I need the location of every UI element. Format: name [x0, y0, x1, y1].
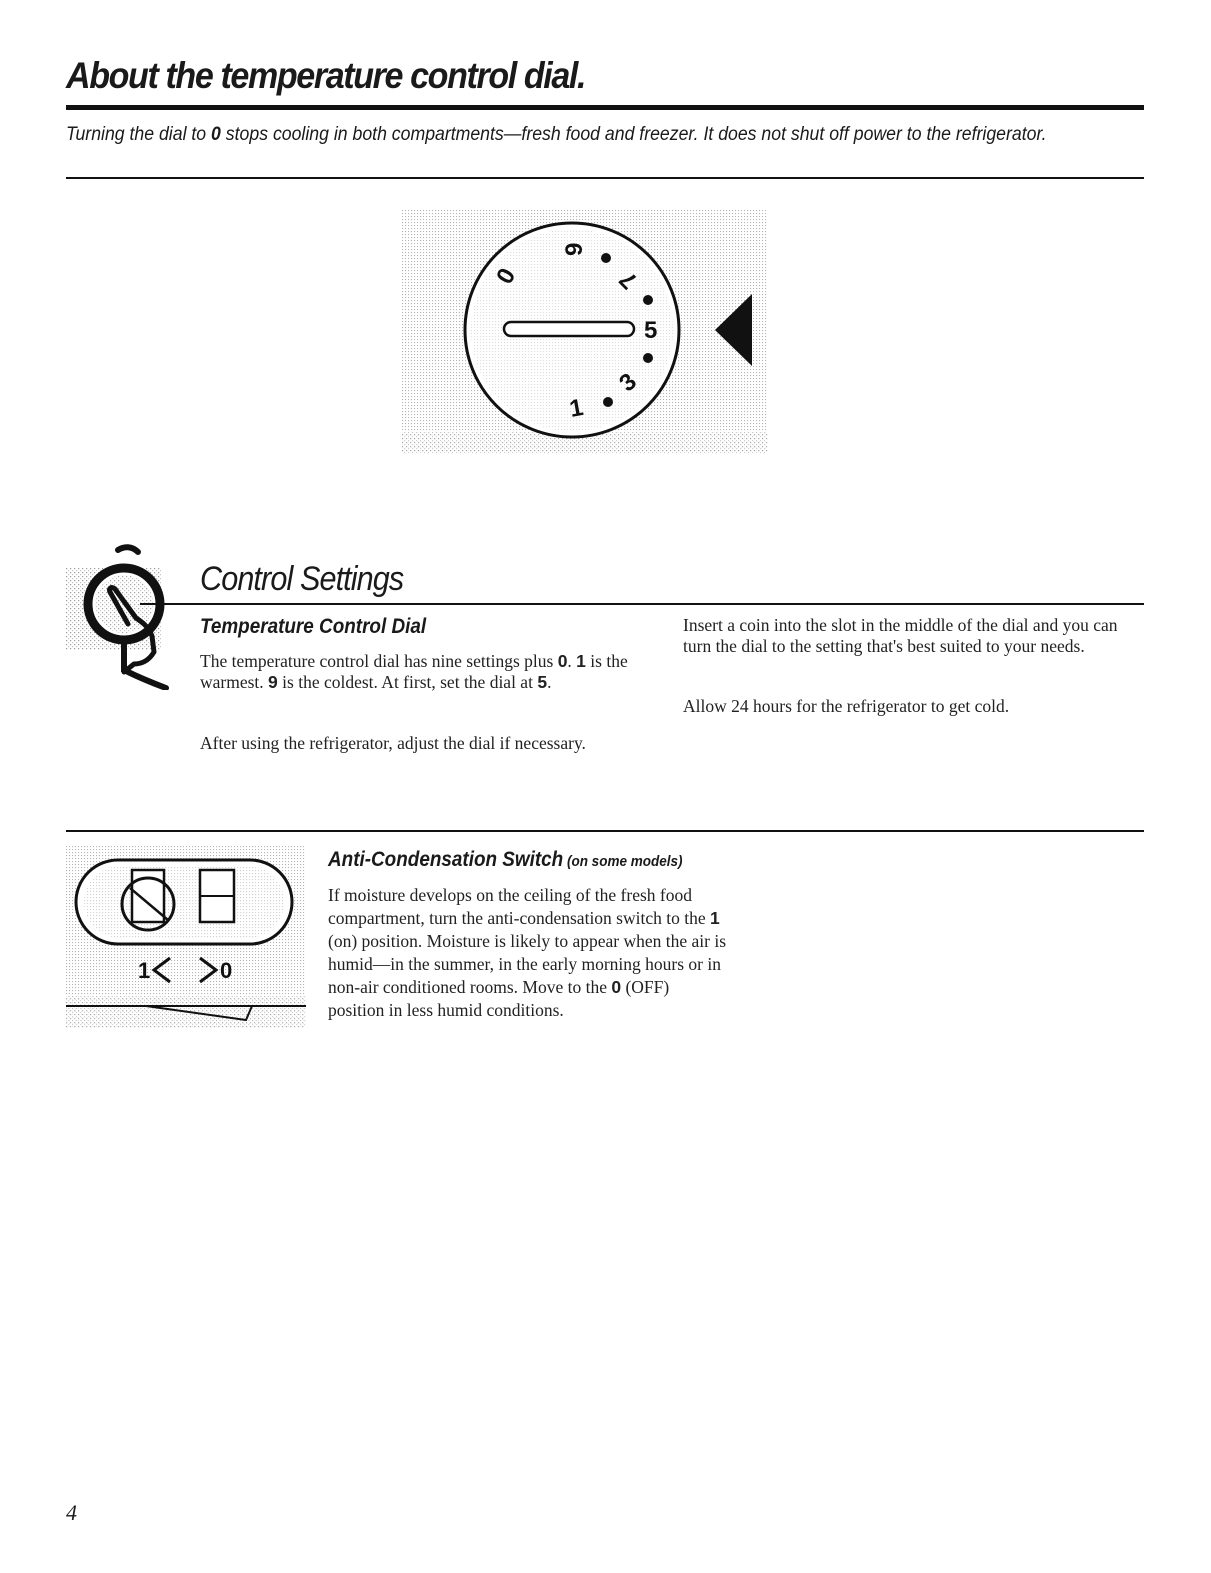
dial-number-0: 0	[491, 263, 522, 289]
dial-coin-slot	[504, 322, 634, 336]
allow-time-paragraph: Allow 24 hours for the refrigerator to get cold.	[683, 696, 1010, 716]
hand-turning-dial-icon	[66, 540, 176, 690]
switch-label-1: 1	[138, 958, 151, 983]
page-number: 4	[66, 1500, 77, 1525]
dial-number-5: 5	[644, 317, 658, 344]
section-title: Control Settings	[200, 560, 404, 598]
acs-text-c: (OFF) position in less humid conditions.	[328, 977, 670, 1020]
section-divider	[66, 830, 1144, 832]
tcd-five: 5	[537, 672, 548, 692]
dial-number-1: 1	[567, 393, 586, 423]
intro-text	[66, 124, 1052, 146]
acs-text-a: If moisture develops on the ceiling of the fresh food compartment, turn the anti-condensation switch to the	[328, 885, 710, 928]
acs-zero: 0	[611, 977, 622, 997]
temperature-dial-paragraph-2: After using the refrigerator, adjust the dial if necessary.	[200, 733, 586, 753]
intro-text-a: Turning the dial to	[66, 124, 212, 145]
switch-label-0: 0	[220, 958, 233, 983]
page-title: About the temperature control dial.	[66, 55, 586, 96]
dial-dot-6	[643, 295, 653, 305]
section-rule	[140, 603, 1144, 605]
tcd-nine: 9	[268, 672, 278, 692]
dial-dot-8	[601, 253, 611, 263]
intro-rule	[66, 177, 1144, 179]
intro-zero: 0	[211, 124, 221, 145]
anti-condensation-paragraph	[328, 884, 728, 1022]
dial-number-3: 3	[614, 367, 642, 398]
anti-condensation-heading-text: Anti-Condensation Switch	[328, 848, 564, 871]
coin-slot-paragraph: Insert a coin into the slot in the middle of the dial and you can turn the dial to the setting that's best suited to your needs.	[683, 615, 1118, 656]
title-rule	[66, 105, 1144, 110]
dial-number-9: 9	[561, 242, 588, 256]
acs-one: 1	[709, 908, 720, 928]
tcd-zero: 0	[557, 651, 568, 671]
temperature-dial-paragraph-1	[200, 651, 660, 693]
anti-condensation-switch-illustration	[66, 846, 306, 1028]
acs-text-b: (on) position. Moisture is likely to appear when the air is humid—in the summer, in the early morning hours or in non-air conditioned rooms. Move to the	[328, 931, 727, 997]
tcd-text-e: .	[547, 672, 552, 692]
tcd-text-a: The temperature control dial has nine settings plus	[200, 651, 558, 671]
temperature-dial-heading: Temperature Control Dial	[200, 615, 427, 638]
icon-dial-top	[118, 547, 138, 552]
dial-number-7: 7	[614, 265, 643, 295]
tcd-one: 1	[576, 651, 586, 671]
tcd-text-c: is the warmest.	[200, 651, 628, 692]
anti-condensation-heading-note: (on some models)	[563, 853, 683, 870]
tcd-text-d: is the coldest. At first, set the dial at	[277, 672, 538, 692]
switch-housing-shading	[84, 866, 284, 938]
dial-dot-4	[643, 353, 653, 363]
dial-dot-2	[603, 397, 613, 407]
temperature-dial-illustration	[402, 210, 768, 453]
tcd-text-b: .	[567, 651, 577, 671]
anti-condensation-heading	[328, 848, 682, 872]
intro-text-b: stops cooling in both compartments—fresh food and freezer. It does not shut off power to the refrigerator.	[220, 124, 1047, 145]
